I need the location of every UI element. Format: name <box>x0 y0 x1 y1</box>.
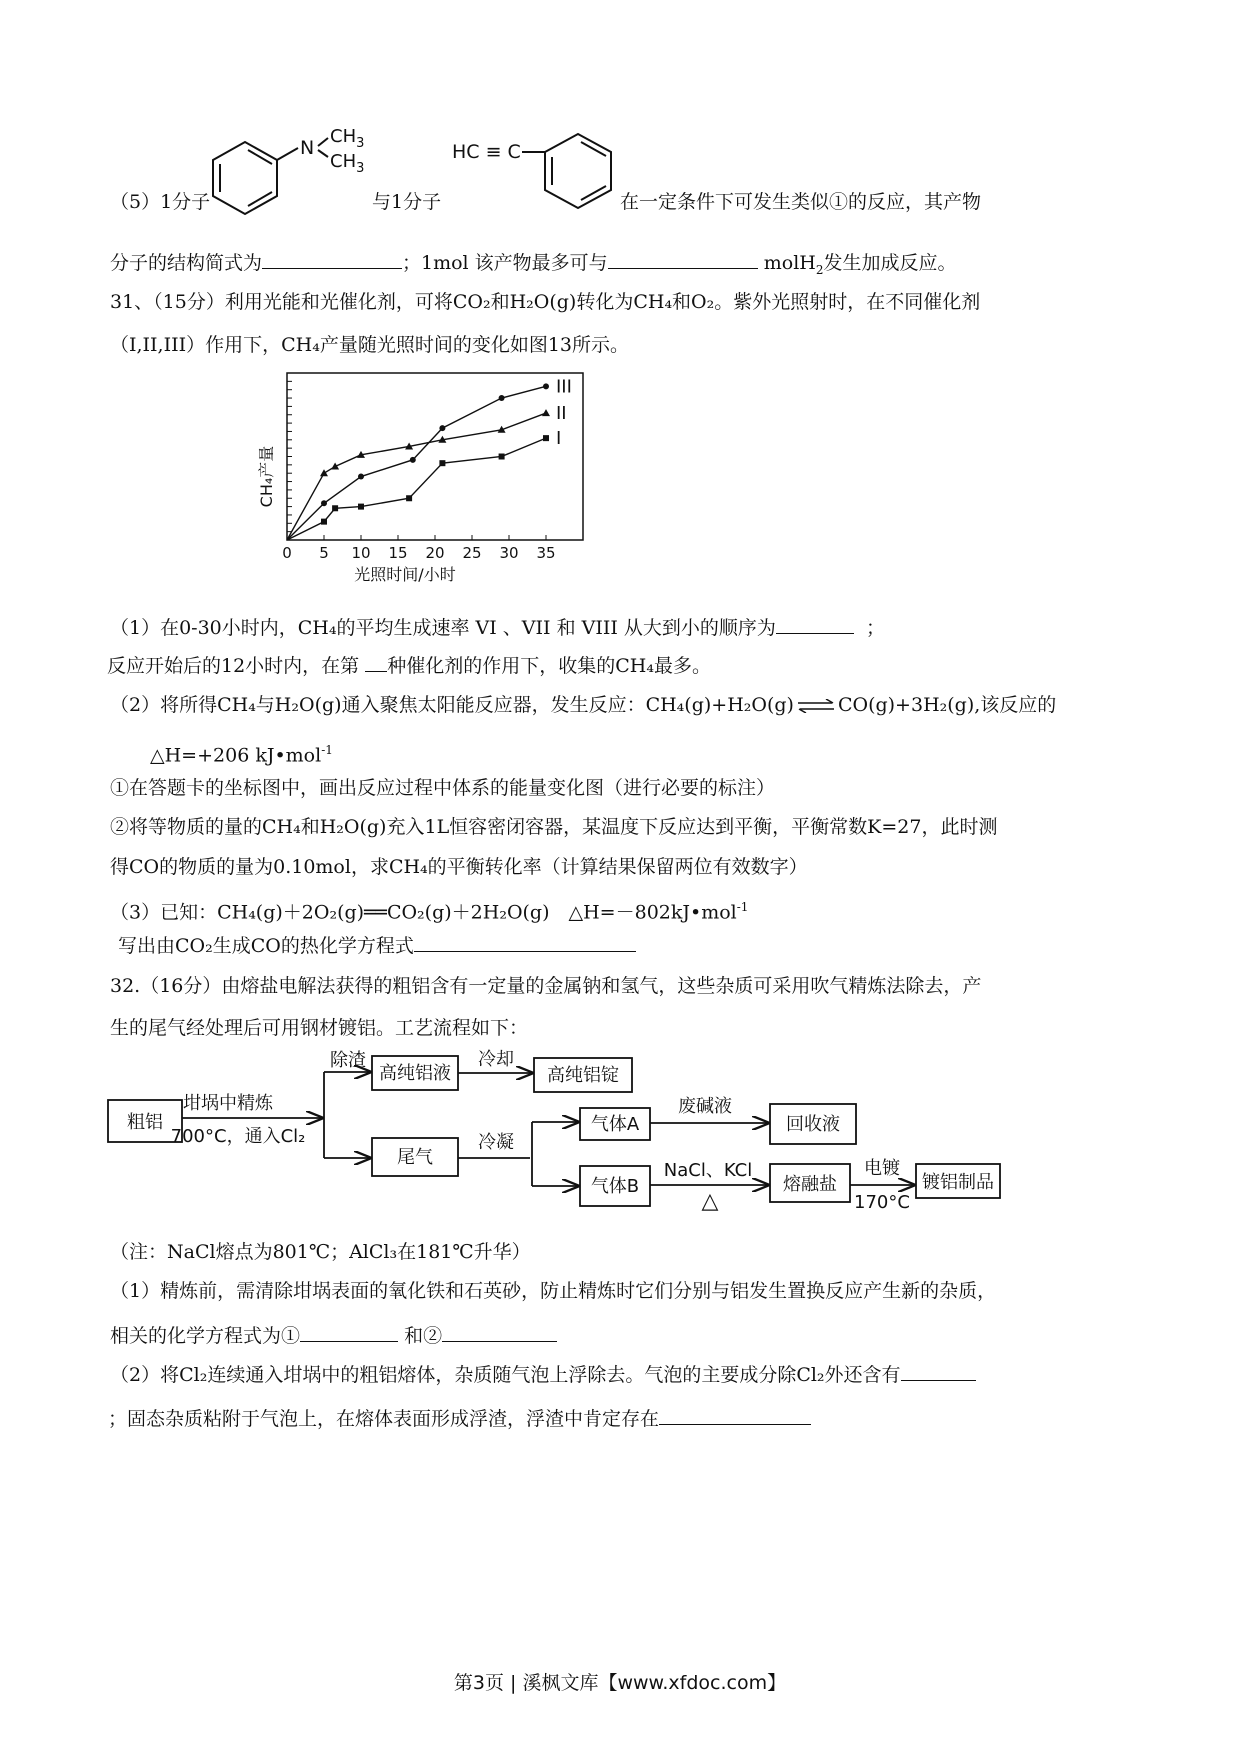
q31-delta-h: △H=+206 kJ•mol$^{-1}$ <box>150 743 333 767</box>
x-tick-label: 30 <box>499 544 519 562</box>
data-point-III <box>321 500 327 506</box>
q31-line1: 31、（15分）利用光能和光催化剂，可将CO₂和H₂O(g)转化为CH₄和O₂。紫外光照射时，在不同催化剂 <box>110 291 981 313</box>
svg-text:NaCl、KCl: NaCl、KCl <box>663 1160 753 1181</box>
svg-text:高纯铝锭: 高纯铝锭 <box>547 1065 619 1086</box>
q32-p1-b: 相关的化学方程式为① 和② <box>110 1323 557 1348</box>
q32-line1: 32.（16分）由熔盐电解法获得的粗铝含有一定量的金属钠和氢气，这些杂质可采用吹气精炼法除去，产 <box>110 975 982 997</box>
ch4-yield-chart <box>250 365 610 595</box>
x-tick-label: 0 <box>282 544 292 562</box>
answer-blank[interactable] <box>608 250 758 269</box>
q31-p1-b: 反应开始后的12小时内，在第 种催化剂的作用下，收集的CH₄最多。 <box>107 655 711 677</box>
svg-text:高纯铝液: 高纯铝液 <box>379 1063 451 1084</box>
data-point-I <box>332 505 338 511</box>
data-point-I <box>358 504 364 510</box>
q31-p2-a: （2）将所得CH₄与H₂O(g)通入聚焦太阳能反应器，发生反应：CH₄(g)+H₂O(g) CO(g)+3H₂(g),该反应的 <box>110 694 1057 716</box>
q31-p2-i: ①在答题卡的坐标图中，画出反应过程中体系的能量变化图（进行必要的标注） <box>110 777 776 799</box>
process-flowchart <box>100 1048 1010 1218</box>
q31-p1-a: （1）在0-30小时内，CH₄的平均生成速率 VI 、VII 和 VIII 从大到小的顺序为 ； <box>110 617 886 639</box>
data-point-III <box>410 457 416 463</box>
equilibrium-arrow-icon <box>796 699 836 713</box>
phenylacetylene-structure <box>450 130 630 230</box>
answer-blank[interactable] <box>262 250 402 269</box>
y-axis-label: CH₄产量 <box>257 445 276 508</box>
data-point-I <box>321 519 327 525</box>
data-point-II <box>542 409 550 416</box>
q30-5-prefix: （5）1分子 <box>110 191 211 213</box>
data-point-I <box>406 495 412 501</box>
q32-p2-a: （2）将Cl₂连续通入坩埚中的粗铝熔体，杂质随气泡上浮除去。气泡的主要成分除Cl₂外还含有 <box>110 1362 976 1387</box>
svg-text:气体B: 气体B <box>590 1176 640 1197</box>
svg-text:回收液: 回收液 <box>786 1114 840 1135</box>
svg-text:除渣: 除渣 <box>330 1050 366 1071</box>
x-axis-label: 光照时间/小时 <box>354 565 456 584</box>
answer-blank[interactable] <box>442 1323 557 1342</box>
series-label-III: III <box>556 376 572 398</box>
svg-text:坩埚中精炼: 坩埚中精炼 <box>183 1093 273 1114</box>
q31-p2-ii-b: 得CO的物质的量为0.10mol，求CH₄的平衡转化率（计算结果保留两位有效数字） <box>110 856 808 878</box>
data-point-I <box>499 454 505 460</box>
answer-blank[interactable] <box>901 1362 976 1381</box>
data-point-III <box>358 474 364 480</box>
x-tick-label: 15 <box>388 544 408 562</box>
svg-text:冷却: 冷却 <box>478 1049 514 1070</box>
q31-p3-a: （3）已知：CH₄(g)＋2O₂(g)══CO₂(g)＋2H₂O(g) △H=－802kJ•mol$^{-1}$ <box>110 900 749 924</box>
x-tick-label: 25 <box>462 544 482 562</box>
svg-text:CH3: $CH_3$ <box>330 126 365 151</box>
series-label-II: II <box>556 403 567 425</box>
svg-text:废碱液: 废碱液 <box>678 1096 732 1117</box>
answer-blank[interactable] <box>365 653 387 672</box>
svg-text:镀铝制品: 镀铝制品 <box>922 1172 994 1193</box>
svg-text:冷凝: 冷凝 <box>478 1132 514 1153</box>
svg-text:尾气: 尾气 <box>397 1147 433 1168</box>
nitrogen-label: N <box>300 137 315 159</box>
q30-5-suffix: 在一定条件下可发生类似①的反应，其产物 <box>620 191 982 213</box>
q32-note: （注：NaCl熔点为801℃；AlCl₃在181℃升华） <box>110 1241 531 1263</box>
answer-blank[interactable] <box>414 933 636 952</box>
series-line-I <box>287 438 546 540</box>
svg-text:气体A: 气体A <box>590 1114 640 1135</box>
series-line-III <box>287 386 546 540</box>
svg-text:700°C，通入Cl₂: 700°C，通入Cl₂ <box>170 1126 306 1147</box>
answer-blank[interactable] <box>300 1323 398 1342</box>
q30-5-line2: 分子的结构简式为 ；1mol 该产物最多可与 molH$_2$发生加成反应。 <box>110 252 957 277</box>
svg-text:粗铝: 粗铝 <box>127 1112 163 1133</box>
svg-text:电镀: 电镀 <box>864 1158 900 1179</box>
data-point-I <box>439 460 445 466</box>
x-tick-label: 35 <box>536 544 556 562</box>
page-footer: 第3页 | 溪枫文库【www.xfdoc.com】 <box>453 1672 787 1694</box>
q32-line2: 生的尾气经处理后可用钢材镀铝。工艺流程如下： <box>110 1017 529 1039</box>
q31-p3-b: 写出由CO₂生成CO的热化学方程式 <box>118 933 636 958</box>
svg-text:熔融盐: 熔融盐 <box>783 1174 837 1195</box>
q32-p1-a: （1）精炼前，需清除坩埚表面的氧化铁和石英砂，防止精炼时它们分别与铝发生置换反应产生新的杂质， <box>110 1280 997 1302</box>
x-tick-label: 5 <box>319 544 329 562</box>
x-tick-label: 20 <box>425 544 445 562</box>
q31-line2: （I,II,III）作用下，CH₄产量随光照时间的变化如图13所示。 <box>110 334 630 356</box>
svg-text:CH3: $CH_3$ <box>330 151 365 176</box>
data-point-II <box>320 469 328 476</box>
alkyne-label: HC ≡ C <box>452 141 521 163</box>
q32-p2-b: ；固态杂质粘附于气泡上，在熔体表面形成浮渣，浮渣中肯定存在 <box>108 1406 811 1431</box>
svg-text:△: △ <box>701 1189 719 1214</box>
n-dimethylaniline-structure <box>208 110 378 225</box>
data-point-III <box>499 395 505 401</box>
svg-text:170°C: 170°C <box>854 1192 910 1213</box>
x-tick-label: 10 <box>351 544 371 562</box>
answer-blank[interactable] <box>659 1406 811 1425</box>
q30-5-mid: 与1分子 <box>372 191 442 213</box>
data-point-III <box>543 383 549 389</box>
plot-frame <box>287 373 583 540</box>
data-point-I <box>543 435 549 441</box>
answer-blank[interactable] <box>776 615 854 634</box>
q31-p2-ii-a: ②将等物质的量的CH₄和H₂O(g)充入1L恒容密闭容器，某温度下反应达到平衡，平衡常数K=27，此时测 <box>110 816 998 838</box>
series-label-I: I <box>556 428 562 450</box>
data-point-III <box>439 425 445 431</box>
